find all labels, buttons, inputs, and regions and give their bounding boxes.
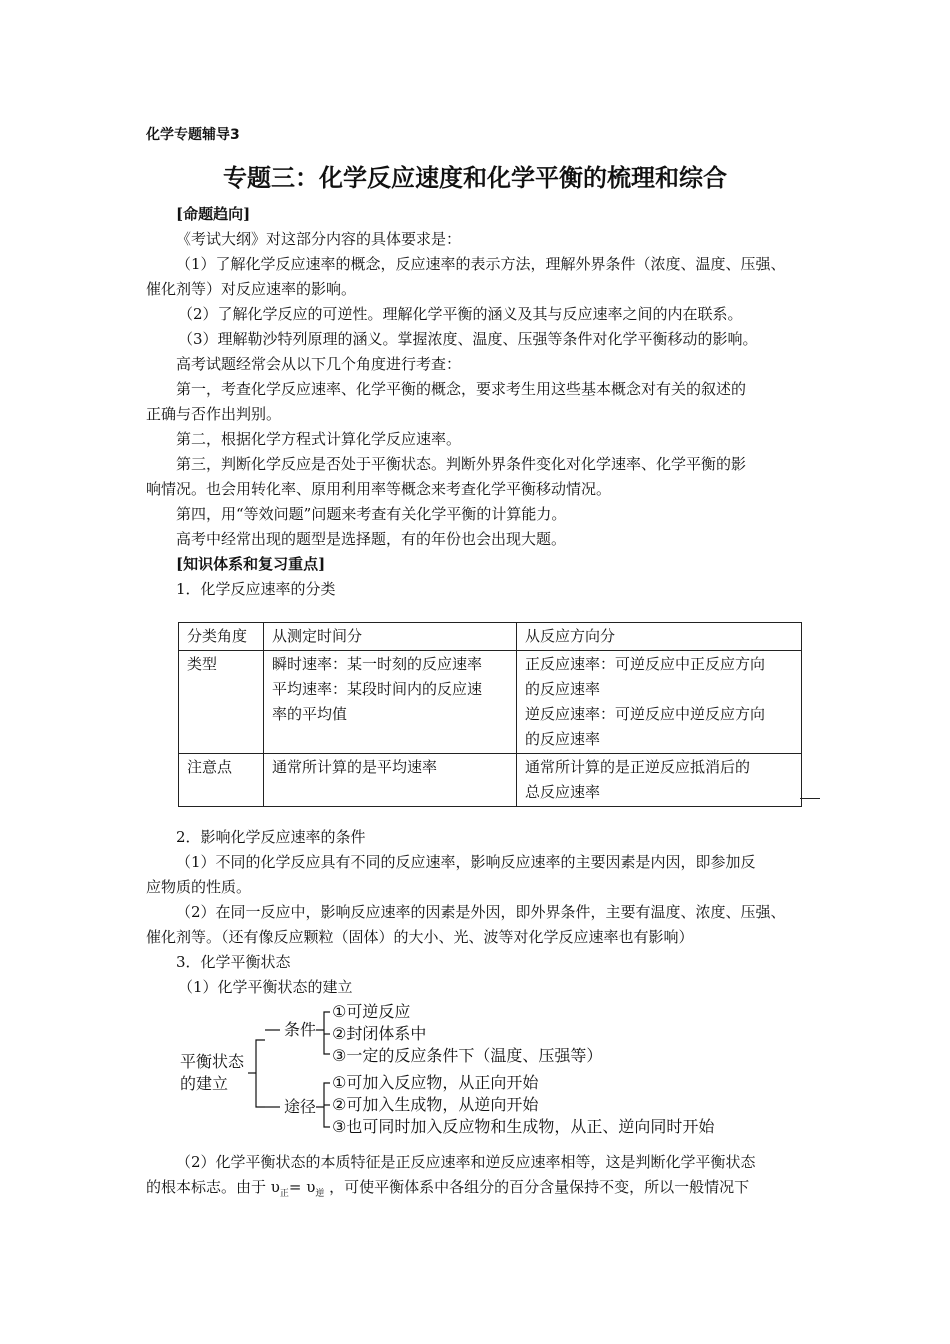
paragraph-line: 第二，根据化学方程式计算化学反应速率。 [176, 430, 462, 448]
table-row [179, 651, 802, 754]
paragraph-line: （1）不同的化学反应具有不同的反应速率，影响反应速率的主要因素是内因，即参加反 [176, 853, 756, 871]
cell-line: 通常所计算的是正逆反应抵消后的 [525, 758, 751, 776]
table-cell [517, 754, 802, 807]
paragraph-line: （2）在同一反应中，影响反应速率的因素是外因，即外界条件，主要有温度、浓度、压强、 [176, 903, 786, 921]
cell-line: 的反应速率 [525, 730, 601, 748]
paragraph-line: 第四，用“等效问题”问题来考查有关化学平衡的计算能力。 [176, 505, 567, 523]
paragraph-line: （3）理解勒沙特列原理的涵义。掌握浓度、温度、压强等条件对化学平衡移动的影响。 [178, 330, 758, 348]
text-run: 的根本标志。由于 υ [146, 1178, 280, 1196]
cell-line: 率的平均值 [272, 705, 348, 723]
paragraph-line: 高考中经常出现的题型是选择题，有的年份也会出现大题。 [176, 530, 567, 548]
subscript-reverse: 逆 [315, 1189, 325, 1199]
diagram-leaf: ②可加入生成物，从逆向开始 [332, 1095, 539, 1114]
table-header-row [179, 623, 802, 651]
cell-line: 正反应速率：可逆反应中正反应方向 [525, 655, 766, 673]
table-header-cell: 从测定时间分 [264, 623, 517, 651]
diagram-leaf: ①可逆反应 [332, 1002, 411, 1021]
section-heading-knowledge: [知识体系和复习重点] [176, 555, 326, 573]
paragraph-line: 催化剂等）对反应速率的影响。 [146, 280, 357, 298]
paragraph-line-with-formula [146, 1175, 749, 1207]
table-cell: 注意点 [179, 754, 264, 807]
list-item-heading: 1．化学反应速率的分类 [176, 580, 336, 598]
cell-line: 的反应速率 [525, 680, 601, 698]
equilibrium-establishment-diagram [170, 1000, 790, 1145]
diagram-root-label: 的建立 [180, 1074, 229, 1093]
diagram-root-label: 平衡状态 [180, 1052, 245, 1071]
subscript-forward: 正 [279, 1189, 289, 1199]
cell-line: 通常所计算的是平均速率 [272, 758, 438, 776]
table-row [179, 754, 802, 807]
paragraph-line: 响情况。也会用转化率、原用利用率等概念来考查化学平衡移动情况。 [146, 480, 612, 498]
diagram-leaf: ③一定的反应条件下（温度、压强等） [332, 1046, 603, 1065]
text-run: = υ [288, 1178, 316, 1196]
table-cell [517, 651, 802, 754]
paragraph-line: 催化剂等。（还有像反应颗粒（固体）的大小、光、波等对化学反应速率也有影响） [146, 928, 694, 946]
paragraph-line: 高考试题经常会从以下几个角度进行考查： [176, 355, 462, 373]
diagram-leaf: ①可加入反应物，从正向开始 [332, 1073, 539, 1092]
paragraph-line: 《考试大纲》对这部分内容的具体要求是： [176, 230, 462, 248]
paragraph-line: （2）了解化学反应的可逆性。理解化学平衡的涵义及其与反应速率之间的内在联系。 [178, 305, 743, 323]
diagram-branch-pathways: 途径 [284, 1097, 317, 1116]
list-item-heading: 2．影响化学反应速率的条件 [176, 828, 366, 846]
table-border-extension [800, 798, 820, 799]
cell-line: 平均速率：某段时间内的反应速 [272, 680, 483, 698]
paragraph-line: 正确与否作出判别。 [146, 405, 282, 423]
document-header: 化学专题辅导3 [146, 127, 240, 143]
cell-line: 总反应速率 [525, 783, 601, 801]
table-cell [264, 651, 517, 754]
diagram-leaf: ③也可同时加入反应物和生成物，从正、逆向同时开始 [332, 1117, 715, 1136]
paragraph-line: （1）了解化学反应速率的概念，反应速率的表示方法，理解外界条件（浓度、温度、压强、 [176, 255, 786, 273]
diagram-branch-conditions: 条件 [284, 1020, 317, 1039]
document-title: 专题三：化学反应速度和化学平衡的梳理和综合 [223, 164, 727, 192]
paragraph-line: 第一，考查化学反应速率、化学平衡的概念，要求考生用这些基本概念对有关的叙述的 [176, 380, 747, 398]
table-header-cell: 从反应方向分 [517, 623, 802, 651]
paragraph-line: 应物质的性质。 [146, 878, 252, 896]
section-heading-trend: [命题趋向] [176, 205, 251, 223]
diagram-leaf: ②封闭体系中 [332, 1024, 427, 1043]
paragraph-line: 第三，判断化学反应是否处于平衡状态。判断外界条件变化对化学速率、化学平衡的影 [176, 455, 747, 473]
cell-line: 瞬时速率：某一时刻的反应速率 [272, 655, 483, 673]
paragraph-line: （2）化学平衡状态的本质特征是正反应速率和逆反应速率相等，这是判断化学平衡状态 [176, 1153, 756, 1171]
paragraph-line: （1）化学平衡状态的建立 [178, 978, 353, 996]
text-run: ，可使平衡体系中各组分的百分含量保持不变，所以一般情况下 [324, 1178, 750, 1196]
rate-classification-table [178, 622, 802, 807]
table-cell: 类型 [179, 651, 264, 754]
table-cell [264, 754, 517, 807]
table-header-cell: 分类角度 [179, 623, 264, 651]
list-item-heading: 3．化学平衡状态 [176, 953, 291, 971]
cell-line: 逆反应速率：可逆反应中逆反应方向 [525, 705, 766, 723]
